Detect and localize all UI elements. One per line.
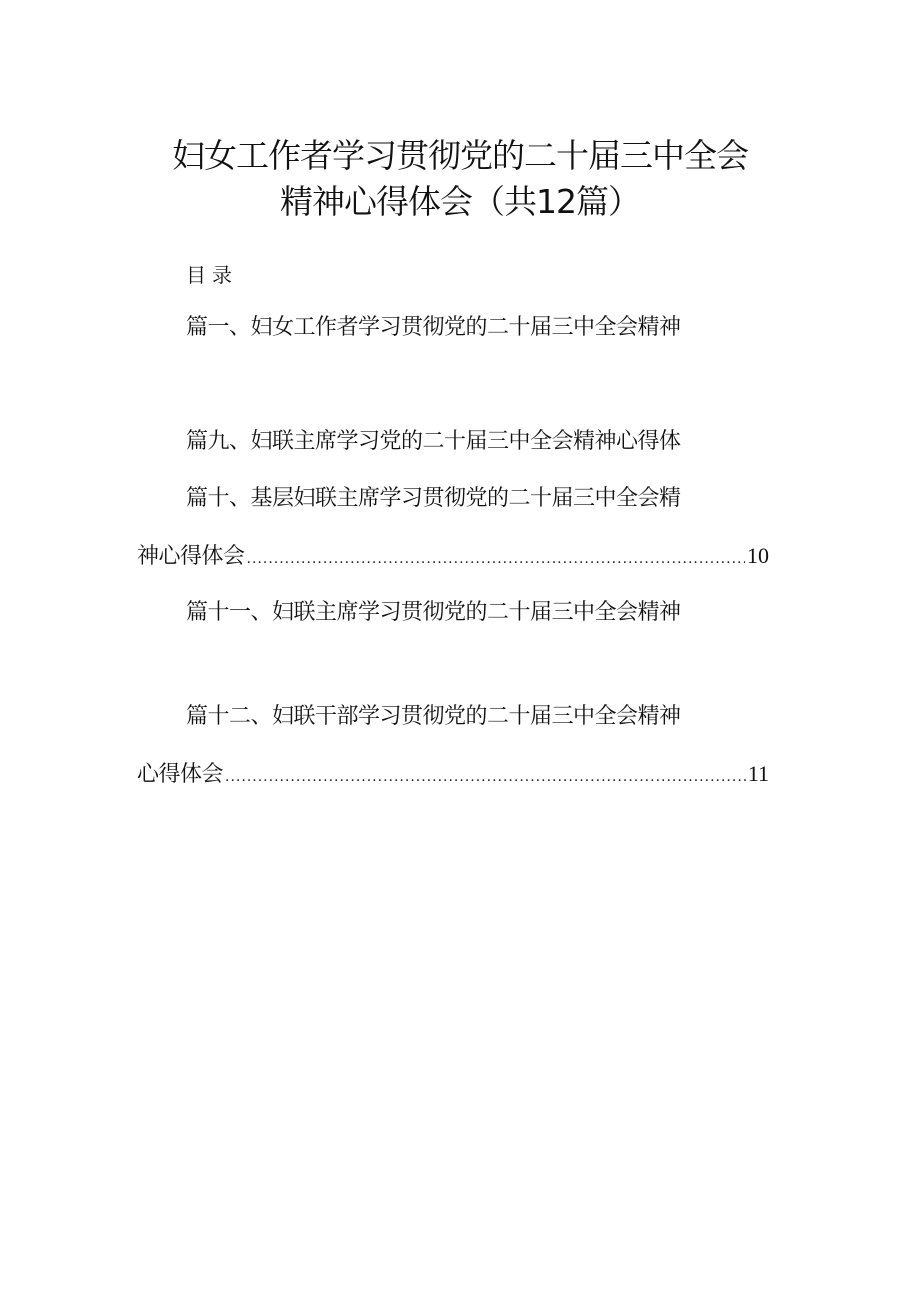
- toc-entry-12-continuation[interactable]: [137, 760, 769, 791]
- toc-entry-12-page-number: 11: [747, 761, 769, 786]
- toc-entry-11[interactable]: 篇十一、妇联主席学习贯彻党的二十届三中全会精神: [186, 600, 681, 625]
- document-title-line-2: 精神心得体会（共12篇）: [280, 182, 640, 221]
- toc-entry-9[interactable]: 篇九、妇联主席学习党的二十届三中全会精神心得体: [186, 429, 681, 454]
- document-title-line-1: 妇女工作者学习贯彻党的二十届三中全会: [172, 136, 748, 175]
- toc-entry-12[interactable]: 篇十二、妇联干部学习贯彻党的二十届三中全会精神: [186, 704, 681, 729]
- toc-entry-10-text: 神心得体会: [137, 544, 245, 569]
- toc-entry-1[interactable]: 篇一、妇女工作者学习贯彻党的二十届三中全会精神: [186, 315, 681, 340]
- toc-heading: 目录: [186, 263, 238, 287]
- toc-leader-dots: [247, 545, 745, 573]
- toc-entry-12-text: 心得体会: [137, 762, 224, 787]
- toc-leader-dots: [225, 763, 746, 791]
- toc-entry-10[interactable]: 篇十、基层妇联主席学习贯彻党的二十届三中全会精: [186, 486, 681, 511]
- toc-entry-10-continuation[interactable]: [137, 542, 769, 573]
- toc-entry-10-page-number: 10: [747, 543, 769, 568]
